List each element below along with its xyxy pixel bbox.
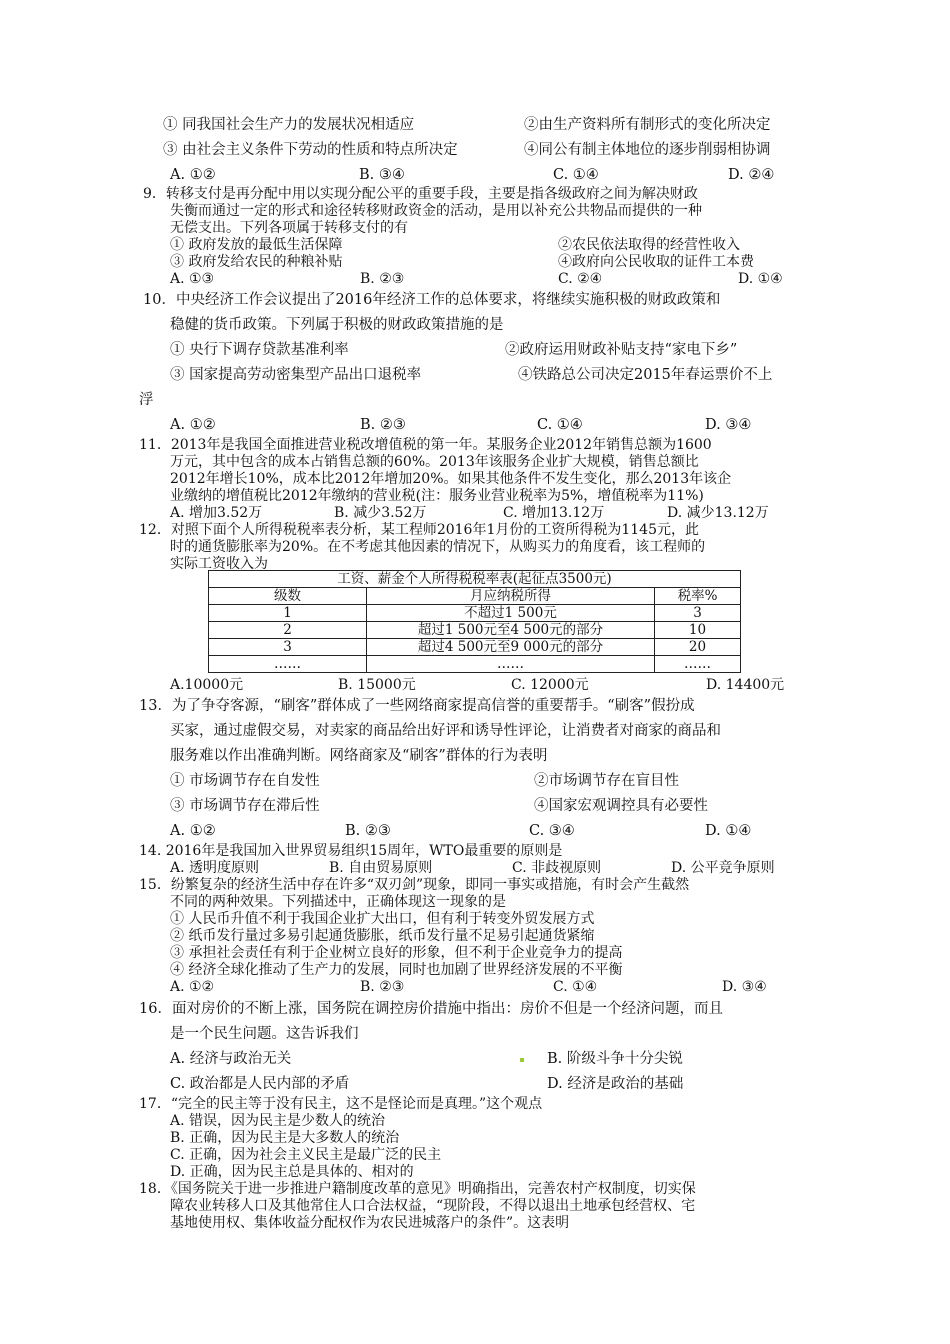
q16-choice-c: C. 政治都是人民内部的矛盾	[170, 1076, 350, 1092]
q10-choice-b: B. ②③	[360, 417, 406, 433]
table-cell: 1	[209, 605, 367, 622]
q11-stem-4: 业缴纳的增值税比2012年缴纳的营业税(注：服务业营业税率为5%，增值税率为11%)	[170, 488, 704, 504]
q9-stem-1: 9．转移支付是再分配中用以实现分配公平的重要手段，主要是指各级政府之间为解决财政	[143, 186, 698, 202]
table-row	[209, 622, 741, 639]
q9-option-3: ③ 政府发给农民的种粮补贴	[170, 254, 343, 270]
q9-stem-2: 失衡而通过一定的形式和途径转移财政资金的活动，是用以补充公共物品而提供的一种	[170, 203, 702, 219]
q9-choice-c: C. ②④	[558, 271, 603, 287]
q11-stem-3: 2012年增长10%，成本比2012年增加20%。如果其他条件不发生变化，那么2013年该企	[170, 471, 732, 487]
q10-option-4-wrap: 浮	[139, 392, 154, 408]
q16-stem-2: 是一个民生问题。这告诉我们	[170, 1026, 359, 1042]
q13-option-4: ④国家宏观调控具有必要性	[534, 798, 708, 814]
q18-stem-2: 障农业转移人口及其他常住人口合法权益，“现阶段，不得以退出土地承包经营权、宅	[170, 1198, 696, 1214]
stray-mark	[520, 1058, 524, 1062]
q16-choice-a: A. 经济与政治无关	[170, 1051, 292, 1067]
q12-stem-3: 实际工资收入为	[170, 556, 268, 572]
q9-choice-b: B. ②③	[360, 271, 405, 287]
q15-option-1: ① 人民币升值不利于我国企业扩大出口，但有利于转变外贸发展方式	[170, 911, 595, 927]
table-cell: 不超过1 500元	[367, 605, 655, 622]
table-row	[209, 656, 741, 673]
q10-option-1: ① 央行下调存贷款基准利率	[170, 342, 349, 358]
q18-stem-3: 基地使用权、集体收益分配权作为农民进城落户的条件”。这表明	[170, 1215, 570, 1231]
q14-choice-c: C. 非歧视原则	[512, 860, 602, 876]
q14-choice-b: B. 自由贸易原则	[329, 860, 433, 876]
q13-stem-3: 服务难以作出准确判断。网络商家及“刷客”群体的行为表明	[170, 748, 548, 764]
q16-choice-d: D. 经济是政治的基础	[547, 1076, 684, 1092]
q15-option-2: ② 纸币发行量过多易引起通货膨胀，纸币发行量不足易引起通货紧缩	[170, 928, 595, 944]
q10-stem-1: 10．中央经济工作会议提出了2016年经济工作的总体要求，将继续实施积极的财政政策和	[143, 292, 721, 308]
q14-stem-1: 14. 2016年是我国加入世界贸易组织15周年，WTO最重要的原则是	[139, 843, 563, 859]
q9-option-2: ②农民依法取得的经营性收入	[558, 237, 740, 253]
q13-choice-a: A. ①②	[170, 823, 216, 839]
q17-choice-c: C. 正确，因为社会主义民主是最广泛的民主	[170, 1147, 442, 1163]
table-cell: 超过4 500元至9 000元的部分	[367, 639, 655, 656]
q12-choice-c: C. 12000元	[511, 677, 589, 693]
q15-choice-c: C. ①④	[553, 979, 598, 995]
q11-stem-2: 万元，其中包含的成本占销售总额的60%。2013年该服务企业扩大规模，销售总额比	[170, 454, 699, 470]
q11-choice-c: C. 增加13.12万	[503, 505, 605, 521]
table-row	[209, 639, 741, 656]
q17-stem-1: 17．“完全的民主等于没有民主，这不是怪论而是真理。”这个观点	[139, 1096, 543, 1112]
q11-choice-a: A. 增加3.52万	[170, 505, 263, 521]
q8-option-3: ③ 由社会主义条件下劳动的性质和特点所决定	[163, 142, 458, 158]
q12-choice-b: B. 15000元	[338, 677, 416, 693]
q15-stem-1: 15．纷繁复杂的经济生活中存在许多“双刃剑”现象，即同一事实或措施，有时会产生截然	[139, 877, 690, 893]
q15-option-4: ④ 经济全球化推动了生产力的发展，同时也加剧了世界经济发展的不平衡	[170, 962, 623, 978]
q8-option-1: ① 同我国社会生产力的发展状况相适应	[163, 117, 415, 133]
q9-option-1: ① 政府发放的最低生活保障	[170, 237, 343, 253]
q8-choice-c: C. ①④	[553, 167, 599, 183]
q8-option-2: ②由生产资料所有制形式的变化所决定	[524, 117, 771, 133]
table-cell: 3	[209, 639, 367, 656]
q15-choice-b: B. ②③	[360, 979, 405, 995]
table-cell: ……	[209, 656, 367, 673]
q12-choice-d: D. 14400元	[706, 677, 785, 693]
tax-table-header: 级数	[209, 588, 367, 605]
q11-choice-d: D. 减少13.12万	[667, 505, 769, 521]
q16-choice-b: B. 阶级斗争十分尖锐	[547, 1051, 683, 1067]
tax-table-header: 税率%	[655, 588, 741, 605]
q10-choice-c: C. ①④	[537, 417, 583, 433]
q13-option-3: ③ 市场调节存在滞后性	[170, 798, 320, 814]
table-cell: ……	[367, 656, 655, 673]
table-cell: 2	[209, 622, 367, 639]
q11-stem-1: 11．2013年是我国全面推进营业税改增值税的第一年。某服务企业2012年销售总额为1600	[139, 437, 712, 453]
q17-choice-a: A. 错误，因为民主是少数人的统治	[170, 1113, 386, 1129]
q9-choice-a: A. ①③	[170, 271, 215, 287]
q12-stem-1: 12．对照下面个人所得税税率表分析，某工程师2016年1月份的工资所得税为1145元，此	[139, 522, 699, 538]
q14-choice-a: A. 透明度原则	[170, 860, 260, 876]
table-cell: 超过1 500元至4 500元的部分	[367, 622, 655, 639]
q13-option-2: ②市场调节存在盲目性	[534, 773, 679, 789]
q9-choice-d: D. ①④	[738, 271, 783, 287]
q10-choice-d: D. ③④	[705, 417, 752, 433]
table-cell: ……	[655, 656, 741, 673]
table-cell: 10	[655, 622, 741, 639]
q8-choice-b: B. ③④	[359, 167, 405, 183]
q13-choice-c: C. ③④	[529, 823, 575, 839]
table-cell: 20	[655, 639, 741, 656]
q17-choice-b: B. 正确，因为民主是大多数人的统治	[170, 1130, 400, 1146]
q9-option-4: ④政府向公民收取的证件工本费	[558, 254, 754, 270]
q11-choice-b: B. 减少3.52万	[334, 505, 427, 521]
q10-option-2: ②政府运用财政补贴支持“家电下乡”	[505, 342, 738, 358]
q10-option-3: ③ 国家提高劳动密集型产品出口退税率	[170, 367, 422, 383]
q9-stem-3: 无偿支出。下列各项属于转移支付的有	[170, 220, 408, 236]
q12-stem-2: 时的通货膨胀率为20%。在不考虑其他因素的情况下，从购买力的角度看，该工程师的	[170, 539, 706, 555]
table-cell: 3	[655, 605, 741, 622]
q13-option-1: ① 市场调节存在自发性	[170, 773, 320, 789]
q16-stem-1: 16．面对房价的不断上涨，国务院在调控房价措施中指出：房价不但是一个经济问题，而且	[139, 1001, 723, 1017]
q13-choice-d: D. ①④	[705, 823, 752, 839]
q13-choice-b: B. ②③	[345, 823, 391, 839]
q10-choice-a: A. ①②	[170, 417, 216, 433]
q15-option-3: ③ 承担社会责任有利于企业树立良好的形象，但不利于企业竞争力的提高	[170, 945, 623, 961]
tax-table-header: 月应纳税所得	[367, 588, 655, 605]
tax-table-title: 工资、薪金个人所得税税率表(起征点3500元)	[209, 571, 741, 588]
q8-option-4: ④同公有制主体地位的逐步削弱相协调	[524, 142, 771, 158]
q10-option-4: ④铁路总公司决定2015年春运票价不上	[518, 367, 773, 383]
table-row	[209, 605, 741, 622]
q8-choice-a: A. ①②	[170, 167, 216, 183]
q13-stem-2: 买家，通过虚假交易，对卖家的商品给出好评和诱导性评论，让消费者对商家的商品和	[170, 723, 721, 739]
q17-choice-d: D. 正确，因为民主总是具体的、相对的	[170, 1164, 414, 1180]
tax-rate-table	[208, 570, 741, 673]
q10-stem-2: 稳健的货币政策。下列属于积极的财政政策措施的是	[170, 317, 504, 333]
q8-choice-d: D. ②④	[728, 167, 775, 183]
q13-stem-1: 13．为了争夺客源，“刷客”群体成了一些网络商家提高信誉的重要帮手。“刷客”假扮成	[139, 698, 695, 714]
q12-choice-a: A.10000元	[170, 677, 244, 693]
q15-choice-a: A. ①②	[170, 979, 215, 995]
q15-stem-2: 不同的两种效果。下列描述中，正确体现这一现象的是	[170, 894, 506, 910]
q14-choice-d: D. 公平竞争原则	[671, 860, 775, 876]
q15-choice-d: D. ③④	[722, 979, 767, 995]
q18-stem-1: 18．《国务院关于进一步推进户籍制度改革的意见》明确指出，完善农村产权制度，切实保	[139, 1181, 696, 1197]
